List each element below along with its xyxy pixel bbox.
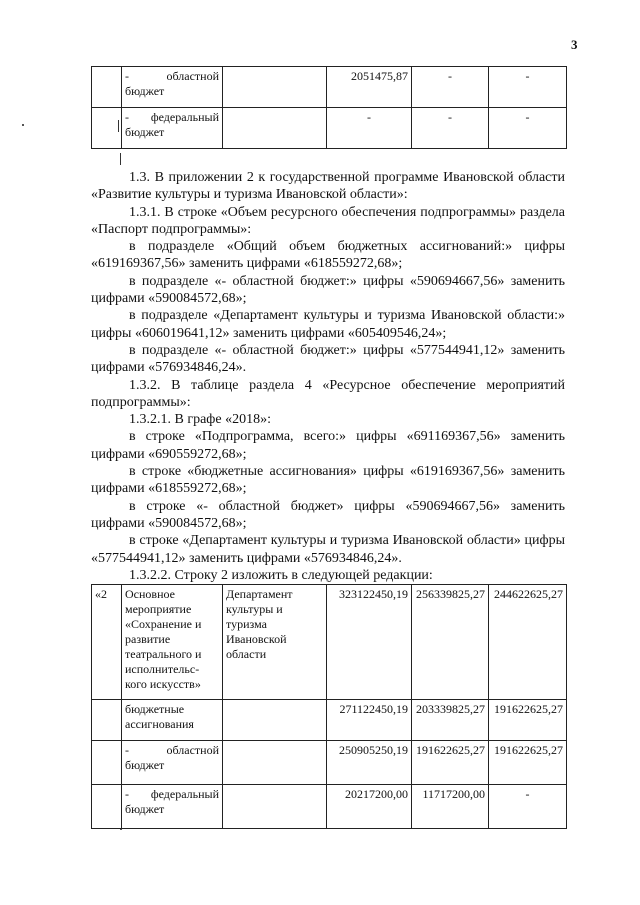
executor-cell: Департамент культуры и туризма Ивановской области [223, 585, 327, 700]
row-number-cell [92, 67, 122, 108]
paragraph: в подразделе «Департамент культуры и туризма Ивановской области:» цифры «606019641,12» заменить цифрами «605409546,24»; [91, 308, 565, 341]
scan-dot [22, 124, 24, 126]
table-row [92, 67, 567, 108]
paragraph: 1.3.1. В строке «Объем ресурсного обеспечения подпрограммы» раздела «Паспорт подпрограммы»: [91, 204, 565, 237]
row-number-cell: «2 [92, 585, 122, 700]
paragraph: 1.3.2.1. В графе «2018»: [129, 412, 271, 428]
value-cell: 271122450,19 [327, 700, 412, 741]
table-row [92, 785, 567, 829]
scan-mark [120, 153, 121, 165]
value-cell: 2051475,87 [327, 67, 412, 108]
row-label-cell: - областной бюджет [122, 67, 223, 108]
value-cell: 203339825,27 [412, 700, 489, 741]
value-cell: 11717200,00 [412, 785, 489, 829]
value-cell: 323122450,19 [327, 585, 412, 700]
value-cell: 191622625,27 [489, 700, 567, 741]
table-row [92, 585, 567, 700]
executor-cell [223, 785, 327, 829]
value-cell: 250905250,19 [327, 741, 412, 785]
value-cell: - [489, 785, 567, 829]
value-cell: 20217200,00 [327, 785, 412, 829]
value-cell: 256339825,27 [412, 585, 489, 700]
table-row [92, 700, 567, 741]
value-cell: - [489, 108, 567, 149]
row-number-cell [92, 785, 122, 829]
value-cell: - [489, 67, 567, 108]
scan-mark [118, 120, 119, 132]
top-budget-table [91, 66, 567, 149]
paragraph: 1.3. В приложении 2 к государственной программе Ивановской области «Развитие культуры и туризма Ивановской области»: [91, 170, 565, 203]
row-label-cell: Основное мероприятие «Сохранение и развитие театрального и исполнительс-кого искусств» [122, 585, 223, 700]
paragraph: в подразделе «Общий объем бюджетных ассигнований:» цифры «619169367,56» заменить цифрами «618559272,68»; [91, 239, 565, 272]
row-label-cell: - федеральный бюджет [122, 785, 223, 829]
paragraph: в строке «Подпрограмма, всего:» цифры «691169367,56» заменить цифрами «690559272,68»; [91, 429, 565, 462]
row-label-cell: - федеральный бюджет [122, 108, 223, 149]
executor-cell [223, 67, 327, 108]
main-activity-table [91, 584, 567, 829]
executor-cell [223, 108, 327, 149]
value-cell: - [327, 108, 412, 149]
row-label-cell: бюджетные ассигнования [122, 700, 223, 741]
value-cell: 244622625,27 [489, 585, 567, 700]
value-cell: - [412, 108, 489, 149]
table-row [92, 108, 567, 149]
paragraph: 1.3.2.2. Строку 2 изложить в следующей редакции: [129, 567, 433, 583]
row-label-cell: - областной бюджет [122, 741, 223, 785]
paragraph: в строке «бюджетные ассигнования» цифры «619169367,56» заменить цифрами «618559272,68»; [91, 464, 565, 497]
value-cell: - [412, 67, 489, 108]
value-cell: 191622625,27 [412, 741, 489, 785]
paragraph: в подразделе «- областной бюджет:» цифры «590694667,56» заменить цифрами «590084572,68»; [91, 273, 565, 307]
paragraph: в строке «- областной бюджет» цифры «590694667,56» заменить цифрами «590084572,68»; [91, 498, 565, 531]
table-row [92, 741, 567, 785]
paragraph: в подразделе «- областной бюджет:» цифры «577544941,12» заменить цифрами «576934846,24». [91, 342, 565, 376]
page-number: 3 [571, 37, 578, 52]
paragraph: в строке «Департамент культуры и туризма Ивановской области» цифры «577544941,12» заменить цифрами «576934846,24». [91, 533, 565, 566]
value-cell: 191622625,27 [489, 741, 567, 785]
row-number-cell [92, 741, 122, 785]
row-number-cell [92, 108, 122, 149]
executor-cell [223, 741, 327, 785]
paragraph: 1.3.2. В таблице раздела 4 «Ресурсное обеспечение мероприятий подпрограммы»: [91, 377, 565, 410]
amendment-text [91, 169, 565, 584]
executor-cell [223, 700, 327, 741]
row-number-cell [92, 700, 122, 741]
